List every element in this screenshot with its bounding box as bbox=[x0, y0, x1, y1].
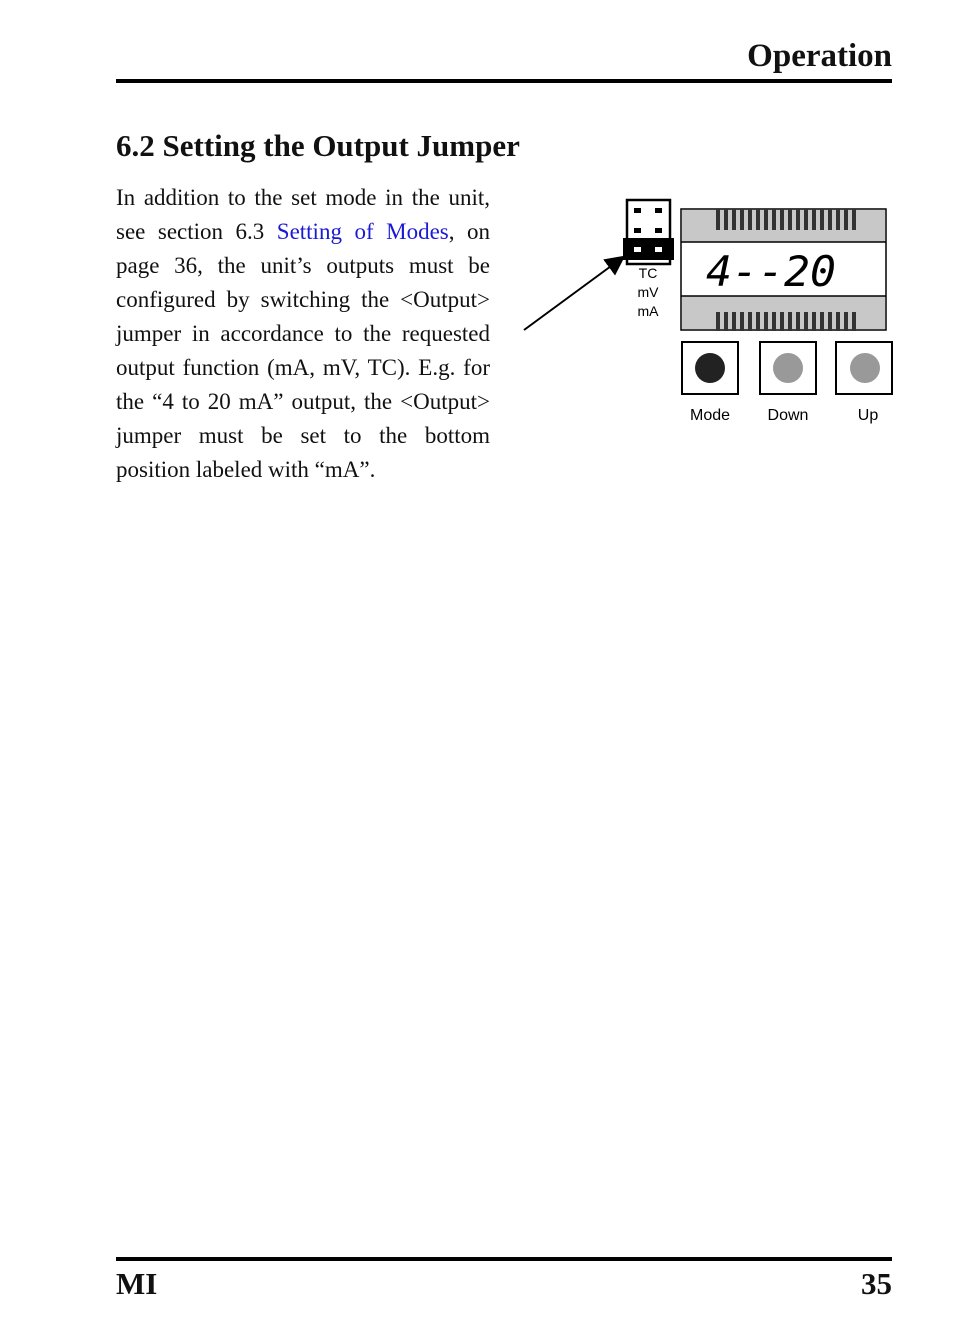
down-button[interactable] bbox=[760, 342, 816, 394]
section-heading: 6.2 Setting the Output Jumper bbox=[116, 128, 520, 163]
device-front-panel-figure bbox=[518, 196, 898, 436]
lcd-readout: 4--20 bbox=[706, 247, 836, 296]
page-header-title: Operation bbox=[747, 38, 892, 74]
jumper-label-mv: mV bbox=[637, 284, 659, 300]
down-button-label: Down bbox=[767, 407, 809, 424]
setting-of-modes-link[interactable]: Setting of Modes bbox=[276, 219, 449, 244]
paragraph-text-2: , on page 36, the unit’s outputs must be configured by switching the <Output> jumper in accordance to the requested output function (mA, mV, TC). E.g. for the “4 to 20 mA” output, the <Output> jumper must be set to the bottom position labeled with “mA”. bbox=[116, 219, 490, 482]
header-rule bbox=[116, 79, 892, 83]
device-diagram bbox=[518, 196, 898, 436]
output-jumper bbox=[623, 200, 674, 264]
footer-rule bbox=[116, 1257, 892, 1261]
pointer-arrow bbox=[524, 258, 622, 330]
jumper-label-ma: mA bbox=[637, 303, 659, 319]
mode-button-label: Mode bbox=[689, 407, 731, 424]
up-button[interactable] bbox=[836, 342, 892, 394]
footer-left-label: MI bbox=[116, 1266, 158, 1301]
jumper-cap bbox=[623, 238, 674, 260]
section-paragraph bbox=[116, 181, 490, 487]
up-button-label: Up bbox=[857, 407, 879, 424]
paragraph-text-1: In addition to the set mode in the unit, see section 6.3 bbox=[116, 185, 490, 244]
page-number: 35 bbox=[861, 1266, 892, 1301]
jumper-label-tc: TC bbox=[638, 265, 658, 281]
lcd-display bbox=[681, 209, 886, 331]
mode-button[interactable] bbox=[682, 342, 738, 394]
